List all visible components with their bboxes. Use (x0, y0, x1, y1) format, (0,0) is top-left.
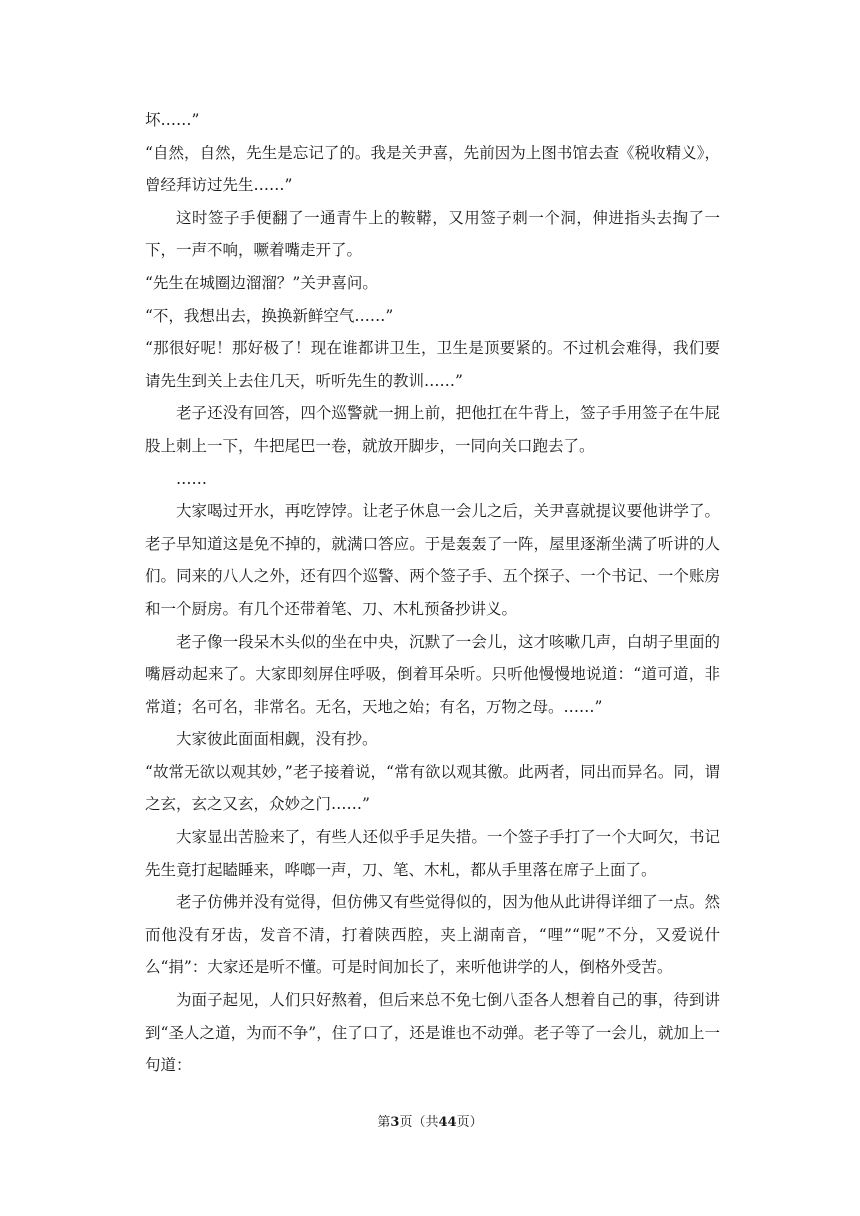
paragraph: 大家喝过开水，再吃饽饽。让老子休息一会儿之后，关尹喜就提议要他讲学了。老子早知道这是免不掉的，就满口答应。于是轰轰了一阵，屋里逐渐坐满了听讲的人们。同来的八人之外，还有四个巡警、两个签子手、五个探子、一个书记、一个账房和一个厨房。有几个还带着笔、刀、木札预备抄讲义。 (145, 502, 720, 618)
footer-total-pages: 44 (438, 1115, 457, 1130)
paragraph: 大家彼此面面相觑，没有抄。 (176, 730, 378, 749)
footer-prefix: 第 (377, 1115, 391, 1130)
footer-middle: 页（共 (399, 1115, 439, 1130)
paragraph: “那很好呢！那好极了！现在谁都讲卫生，卫生是顶要紧的。不过机会难得，我们要请先生到关上去住几天，听听先生的教训……” (145, 339, 720, 390)
paragraph: 老子像一段呆木头似的坐在中央，沉默了一会儿，这才咳嗽几声，白胡子里面的嘴唇动起来了。大家即刻屏住呼吸，倒着耳朵听。只听他慢慢地说道：“道可道，非常道；名可名，非常名。无名，天地之始；有名，万物之母。……” (145, 632, 720, 716)
paragraph: 为面子起见，人们只好熬着，但后来总不免七倒八歪各人想着自己的事，待到讲到“圣人之道，为而不争”，住了口了，还是谁也不动弹。老子等了一会儿，就加上一句道： (145, 991, 720, 1075)
footer-page-number: 3 (390, 1115, 400, 1130)
page-footer (0, 1111, 860, 1130)
paragraph: 坏……” (145, 111, 200, 129)
paragraph: “先生在城圈边溜溜？”关尹喜问。 (145, 273, 378, 292)
paragraph: 老子还没有回答，四个巡警就一拥上前，把他扛在牛背上，签子手用签子在牛屁股上刺上一下，牛把尾巴一卷，就放开脚步，一同向关口跑去了。 (145, 404, 720, 455)
paragraph: “自然，自然，先生是忘记了的。我是关尹喜，先前因为上图书馆去查《税收精义》，曾经拜访过先生……” (145, 143, 720, 195)
footer-suffix: 页） (456, 1115, 483, 1130)
paragraph: 老子仿佛并没有觉得，但仿佛又有些觉得似的，因为他从此讲得详细了一点。然而他没有牙齿，发音不清，打着陕西腔，夹上湖南音，“哩”“呢”不分，又爱说什么“捐”：大家还是听不懂。可是时间加长了，来听他讲学的人，倒格外受苦。 (145, 893, 720, 977)
paragraph: “故常无欲以观其妙，”老子接着说，“常有欲以观其徼。此两者，同出而异名。同，谓之玄，玄之又玄，众妙之门……” (145, 762, 720, 814)
paragraph: “不，我想出去，换换新鲜空气……” (145, 306, 394, 325)
paragraph: …… (176, 469, 207, 488)
paragraph: 这时签子手便翻了一通青牛上的鞍鞯，又用签子刺一个洞，伸进指头去掏了一下，一声不响，噘着嘴走开了。 (145, 208, 720, 260)
paragraph: 大家显出苦脸来了，有些人还似乎手足失措。一个签子手打了一个大呵欠，书记先生竟打起瞌睡来，哗啷一声，刀、笔、木札，都从手里落在席子上面了。 (145, 828, 720, 879)
body-text (145, 104, 720, 1082)
